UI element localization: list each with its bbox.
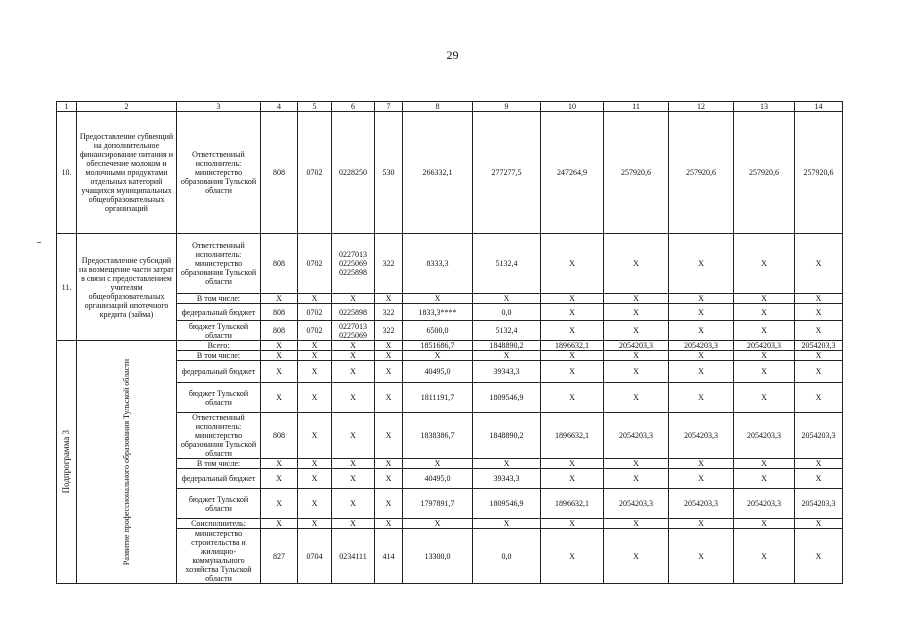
row-label: бюджет Тульской области (177, 383, 261, 413)
header-row (57, 102, 843, 112)
row-label: В том числе: (177, 294, 261, 304)
cell: 1797891,7 (403, 489, 473, 519)
cell: X (403, 351, 473, 361)
cell: X (734, 304, 795, 321)
cell: X (604, 519, 669, 529)
cell: X (261, 341, 298, 351)
cell: 5132,4 (473, 234, 541, 294)
cell: 0227013 0225069 (332, 321, 375, 341)
cell: 6500,0 (403, 321, 473, 341)
cell: X (795, 351, 843, 361)
cell: X (473, 459, 541, 469)
row-label: Соисполнитель: (177, 519, 261, 529)
header-cell: 6 (332, 102, 375, 112)
row-number: 10. (57, 112, 77, 234)
cell: X (795, 519, 843, 529)
cell: X (669, 529, 734, 584)
cell: 0704 (298, 529, 332, 584)
cell: 2054203,3 (734, 489, 795, 519)
cell: X (261, 519, 298, 529)
cell: 808 (261, 234, 298, 294)
cell: X (298, 489, 332, 519)
cell: X (734, 529, 795, 584)
cell: X (375, 489, 403, 519)
header-cell: 9 (473, 102, 541, 112)
row-label: федеральный бюджет (177, 361, 261, 383)
cell: 0225898 (332, 304, 375, 321)
cell: X (298, 383, 332, 413)
cell: 808 (261, 112, 298, 234)
cell: X (541, 294, 604, 304)
cell: 808 (261, 321, 298, 341)
header-cell: 12 (669, 102, 734, 112)
cell: 0702 (298, 304, 332, 321)
cell: X (375, 413, 403, 459)
cell: X (332, 383, 375, 413)
cell: X (298, 361, 332, 383)
cell: X (734, 469, 795, 489)
cell: 1809546,9 (473, 489, 541, 519)
cell: X (669, 351, 734, 361)
cell: X (669, 321, 734, 341)
header-cell: 14 (795, 102, 843, 112)
cell: 322 (375, 234, 403, 294)
cell: 2054203,3 (734, 413, 795, 459)
cell: 0227013 0225069 0225898 (332, 234, 375, 294)
cell: 277277,5 (473, 112, 541, 234)
cell: 40495,0 (403, 469, 473, 489)
cell: X (795, 469, 843, 489)
cell: 322 (375, 304, 403, 321)
cell: 2054203,3 (795, 341, 843, 351)
row-number: 11. (57, 234, 77, 341)
cell: X (298, 459, 332, 469)
cell: X (298, 519, 332, 529)
cell: X (669, 519, 734, 529)
header-cell: 10 (541, 102, 604, 112)
cell: X (473, 294, 541, 304)
cell: X (604, 361, 669, 383)
header-cell: 11 (604, 102, 669, 112)
row-label: бюджет Тульской области (177, 489, 261, 519)
cell: X (669, 459, 734, 469)
cell: 1833,3**** (403, 304, 473, 321)
cell: 2054203,3 (795, 413, 843, 459)
row-label: В том числе: (177, 459, 261, 469)
cell: 247264,9 (541, 112, 604, 234)
cell: X (734, 361, 795, 383)
header-cell: 2 (77, 102, 177, 112)
cell: 1809546,9 (473, 383, 541, 413)
cell: X (604, 304, 669, 321)
cell: X (261, 459, 298, 469)
cell: X (375, 519, 403, 529)
cell: 1851686,7 (403, 341, 473, 351)
cell: X (541, 321, 604, 341)
cell: 1896632,1 (541, 341, 604, 351)
measure-description: Предоставление субвенций на дополнительное финансирование питания и обеспечение молоком и молочными продуктами отдельных категорий учащихся муниципальных общеобразовательных организаций (77, 112, 177, 234)
measure-description: Предоставление субсидий на возмещение части затрат в связи с предоставлением учителям общеобразовательных организаций ипотечного кредита (займа) (77, 234, 177, 341)
row-label: федеральный бюджет (177, 304, 261, 321)
cell: X (734, 519, 795, 529)
cell: 0,0 (473, 304, 541, 321)
cell: X (541, 234, 604, 294)
cell: X (261, 469, 298, 489)
cell: 257920,6 (795, 112, 843, 234)
cell: X (261, 361, 298, 383)
cell: 414 (375, 529, 403, 584)
margin-mark (37, 242, 41, 243)
row-label: В том числе: (177, 351, 261, 361)
cell: X (541, 459, 604, 469)
cell: X (734, 459, 795, 469)
cell: X (375, 361, 403, 383)
cell: X (604, 459, 669, 469)
header-cell: 1 (57, 102, 77, 112)
cell: 530 (375, 112, 403, 234)
cell: 0234111 (332, 529, 375, 584)
cell: 8333,3 (403, 234, 473, 294)
cell: 0228250 (332, 112, 375, 234)
cell: X (795, 383, 843, 413)
cell: X (669, 304, 734, 321)
cell: X (261, 383, 298, 413)
cell: X (795, 321, 843, 341)
cell: X (332, 361, 375, 383)
cell: 39343,3 (473, 469, 541, 489)
table-row-10 (57, 112, 843, 234)
cell: 266332,1 (403, 112, 473, 234)
cell: X (795, 294, 843, 304)
cell: X (795, 234, 843, 294)
cell: X (332, 459, 375, 469)
cell: 322 (375, 321, 403, 341)
cell: X (604, 469, 669, 489)
table-row-11 (57, 234, 843, 294)
cell: 2054203,3 (604, 341, 669, 351)
row-label: бюджет Тульской области (177, 321, 261, 341)
cell: X (332, 469, 375, 489)
cell: X (375, 341, 403, 351)
cell: X (298, 351, 332, 361)
cell: 2054203,3 (669, 413, 734, 459)
cell: X (604, 294, 669, 304)
cell: X (734, 351, 795, 361)
cell: 827 (261, 529, 298, 584)
executor: Ответственный исполнитель: министерство образования Тульской области (177, 413, 261, 459)
cell: X (332, 294, 375, 304)
cell: X (669, 383, 734, 413)
cell: 40495,0 (403, 361, 473, 383)
cell: X (541, 361, 604, 383)
subprogram-number (57, 341, 77, 584)
cell: X (403, 519, 473, 529)
header-cell: 13 (734, 102, 795, 112)
cell: X (734, 321, 795, 341)
cell: X (375, 459, 403, 469)
cell: 808 (261, 304, 298, 321)
cell: X (541, 469, 604, 489)
cell: X (261, 489, 298, 519)
cell: X (604, 234, 669, 294)
cell: X (604, 351, 669, 361)
cell: X (604, 529, 669, 584)
cell: 0,0 (473, 529, 541, 584)
cell: X (541, 519, 604, 529)
page-number: 29 (446, 48, 459, 62)
cell: X (375, 294, 403, 304)
executor: Ответственный исполнитель: министерство образования Тульской области (177, 112, 261, 234)
cell: X (332, 489, 375, 519)
header-cell: 4 (261, 102, 298, 112)
cell: 1848890,2 (473, 413, 541, 459)
row-label: федеральный бюджет (177, 469, 261, 489)
cell: X (541, 383, 604, 413)
header-cell: 7 (375, 102, 403, 112)
cell: X (541, 351, 604, 361)
cell: X (375, 469, 403, 489)
cell: 1838386,7 (403, 413, 473, 459)
cell: X (669, 234, 734, 294)
cell: X (795, 304, 843, 321)
header-cell: 5 (298, 102, 332, 112)
subprogram-number-text: Подпрограмма 3 (61, 430, 71, 494)
cell: 1896632,1 (541, 489, 604, 519)
cell: X (298, 469, 332, 489)
cell: 1811191,7 (403, 383, 473, 413)
cell: X (604, 383, 669, 413)
cell: X (669, 361, 734, 383)
cell: X (795, 459, 843, 469)
cell: 1848890,2 (473, 341, 541, 351)
executor: Ответственный исполнитель: министерство образования Тульской области (177, 234, 261, 294)
cell: X (403, 459, 473, 469)
cell: X (795, 529, 843, 584)
cell: 808 (261, 413, 298, 459)
cell: X (332, 519, 375, 529)
cell: 0702 (298, 112, 332, 234)
cell: X (604, 321, 669, 341)
cell: X (669, 294, 734, 304)
cell: 13300,0 (403, 529, 473, 584)
cell: 2054203,3 (734, 341, 795, 351)
cell: X (332, 413, 375, 459)
cell: 2054203,3 (795, 489, 843, 519)
cell: 0702 (298, 321, 332, 341)
cell: X (332, 341, 375, 351)
cell: 2054203,3 (604, 413, 669, 459)
cell: X (734, 234, 795, 294)
cell: X (298, 341, 332, 351)
cell: X (541, 529, 604, 584)
cell: 0702 (298, 234, 332, 294)
cell: X (298, 413, 332, 459)
cell: X (473, 519, 541, 529)
subprogram-row (57, 341, 843, 351)
cell: X (298, 294, 332, 304)
cell: 39343,3 (473, 361, 541, 383)
cell: X (375, 383, 403, 413)
cell: X (403, 294, 473, 304)
cell: X (734, 383, 795, 413)
cell: 2054203,3 (604, 489, 669, 519)
cell: X (541, 304, 604, 321)
cell: X (734, 294, 795, 304)
cell: X (261, 351, 298, 361)
cell: 257920,6 (734, 112, 795, 234)
cell: X (261, 294, 298, 304)
cell: 257920,6 (604, 112, 669, 234)
cell: 1896632,1 (541, 413, 604, 459)
cell: X (795, 361, 843, 383)
header-cell: 3 (177, 102, 261, 112)
cell: X (473, 351, 541, 361)
row-label: Всего: (177, 341, 261, 351)
budget-table (56, 101, 843, 584)
cell: 257920,6 (669, 112, 734, 234)
header-cell: 8 (403, 102, 473, 112)
subprogram-title (77, 341, 177, 584)
cell: X (669, 469, 734, 489)
cell: 2054203,3 (669, 489, 734, 519)
subprogram-title-text: Развитие профессионального образования Тульской области (122, 358, 131, 566)
cell: 2054203,3 (669, 341, 734, 351)
cell: X (332, 351, 375, 361)
cell: 5132,4 (473, 321, 541, 341)
co-executor: министерство строительства и жилищно-коммунального хозяйства Тульской области (177, 529, 261, 584)
cell: X (375, 351, 403, 361)
